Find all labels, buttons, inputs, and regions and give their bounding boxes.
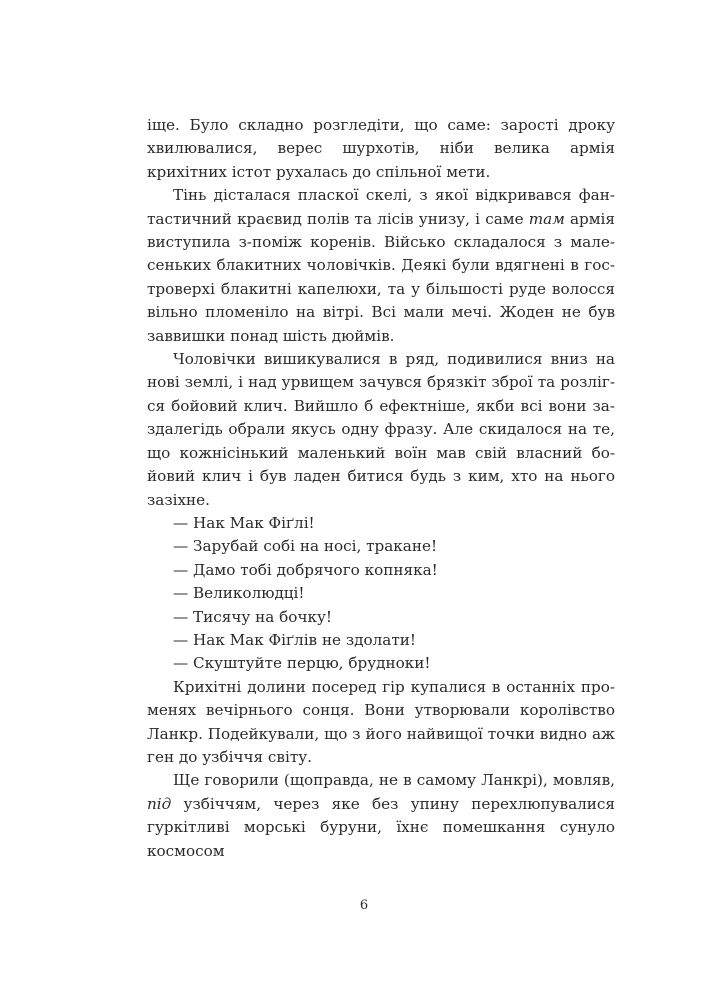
paragraph bbox=[147, 629, 615, 652]
paragraph bbox=[147, 582, 615, 605]
paragraph bbox=[147, 512, 615, 535]
text-run: — Скуштуйте перцю, брудноки! bbox=[173, 654, 431, 673]
book-page-text bbox=[147, 114, 615, 863]
paragraph bbox=[147, 606, 615, 629]
text-run: Крихітні долини посеред гір купалися в останніх променях вечірнього сонця. Вони утворювали королівство Ланкр. Подейкували, що з його найвищої точки видно аж ген до узбіччя світу. bbox=[147, 677, 615, 766]
paragraph bbox=[147, 114, 615, 184]
text-run: — Нак Мак Фіґлі! bbox=[173, 513, 315, 532]
paragraph bbox=[147, 676, 615, 770]
page-number: 6 bbox=[359, 898, 369, 913]
text-run: — Тисячу на бочку! bbox=[173, 607, 333, 626]
paragraph bbox=[147, 348, 615, 512]
text-run: армія виступила з-поміж коренів. Військо складалося з малесеньких блакитних чоловічків. Деякі були вдягнені в гостроверхі блакитні капелюхи, та у більшості руде волосся вільно пломеніло на вітрі. Всі мали мечі. Жоден не був заввишки понад шість дюймів. bbox=[147, 209, 615, 345]
text-run: Чоловічки вишикувалися в ряд, подивилися вниз на нові землі, і над урвищем зачувся брязкіт зброї та розлігся бойовий клич. Вийшло б ефектніше, якби всі вони заздалегідь обрали якусь одну фразу. Але скидалося на те, що кожнісінький маленький воїн мав свій власний бойовий клич і був ладен битися будь з ким, хто на нього зазіхне. bbox=[147, 350, 615, 509]
italic-text-run: під bbox=[147, 794, 172, 813]
text-run: — Великолюдці! bbox=[173, 584, 305, 603]
text-run: — Зарубай собі на носі, тракане! bbox=[173, 537, 438, 556]
paragraph bbox=[147, 184, 615, 348]
text-run: іще. Було складно розгледіти, що саме: зарості дроку хвилювалися, верес шурхотів, ніби велика армія крихітних істот рухалась до спільної мети. bbox=[147, 116, 615, 181]
italic-text-run: там bbox=[528, 209, 565, 228]
text-run: — Нак Мак Фіґлів не здолати! bbox=[173, 630, 416, 649]
text-run: — Дамо тобі добрячого копняка! bbox=[173, 560, 438, 579]
text-run: узбіччям, через яке без упину перехлюпувалися гуркітливі морські буруни, їхнє помешкання сунуло космосом bbox=[147, 794, 615, 860]
paragraph bbox=[147, 769, 615, 863]
paragraph bbox=[147, 559, 615, 582]
text-run: Тінь дісталася пласкої скелі, з якої відкривався фантастичний краєвид полів та лісів унизу, і саме bbox=[147, 186, 615, 228]
paragraph bbox=[147, 652, 615, 675]
paragraph bbox=[147, 535, 615, 558]
text-run: Ще говорили (щоправда, не в самому Ланкрі), мовляв, bbox=[173, 771, 615, 790]
